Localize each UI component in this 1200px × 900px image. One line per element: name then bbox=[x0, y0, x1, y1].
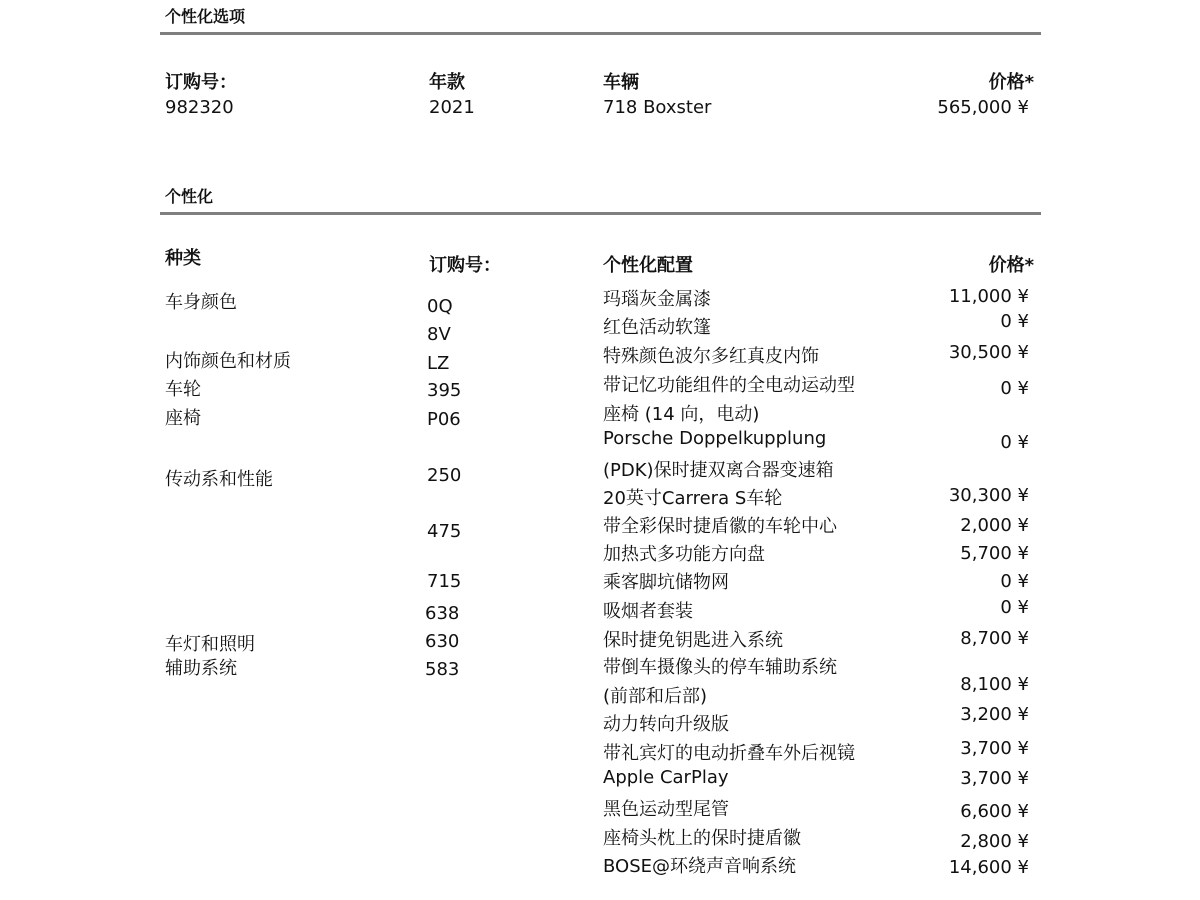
price-value: 2,800 ¥ bbox=[960, 831, 1029, 852]
option-code: 8V bbox=[427, 324, 451, 345]
price-value: 14,600 ¥ bbox=[948, 857, 1029, 878]
category-label: 内饰颜色和材质 bbox=[165, 351, 291, 372]
section-divider bbox=[160, 32, 1041, 35]
price-value: 3,700 ¥ bbox=[960, 738, 1029, 759]
category-label: 车身颜色 bbox=[165, 292, 237, 313]
price-value: 30,500 ¥ bbox=[948, 342, 1029, 363]
config-item: 玛瑙灰金属漆 bbox=[603, 289, 711, 310]
option-code: 630 bbox=[425, 631, 460, 652]
config-item: 红色活动软篷 bbox=[603, 317, 711, 338]
value-order-no: 982320 bbox=[165, 97, 234, 118]
category-label: 车灯和照明 bbox=[165, 634, 255, 655]
price-value: 6,600 ¥ bbox=[960, 801, 1029, 822]
section-title-personalization: 个性化 bbox=[165, 187, 214, 206]
option-code: 0Q bbox=[427, 296, 453, 317]
config-item: 带倒车摄像头的停车辅助系统 bbox=[603, 657, 837, 678]
option-code: 715 bbox=[427, 571, 462, 592]
config-item: 黑色运动型尾管 bbox=[603, 799, 729, 820]
price-value: 3,200 ¥ bbox=[960, 704, 1029, 725]
price-value: 0 ¥ bbox=[1000, 378, 1029, 399]
header-order-no: 订购号： bbox=[165, 72, 237, 93]
header-option-code: 订购号： bbox=[429, 255, 501, 276]
option-code: P06 bbox=[427, 409, 461, 430]
config-item: (PDK)保时捷双离合器变速箱 bbox=[603, 460, 834, 481]
value-vehicle: 718 Boxster bbox=[603, 97, 712, 118]
price-value: 2,000 ¥ bbox=[960, 515, 1029, 536]
config-item: Apple CarPlay bbox=[603, 767, 729, 788]
price-value: 0 ¥ bbox=[1000, 597, 1029, 618]
category-label: 传动系和性能 bbox=[165, 469, 273, 490]
header-vehicle: 车辆 bbox=[603, 72, 639, 93]
option-code: 638 bbox=[425, 603, 460, 624]
config-item: 特殊颜色波尔多红真皮内饰 bbox=[603, 346, 819, 367]
price-value: 0 ¥ bbox=[1000, 432, 1029, 453]
config-item: (前部和后部) bbox=[603, 686, 708, 707]
header-category: 种类 bbox=[165, 248, 201, 269]
header-price: 价格* bbox=[988, 255, 1034, 276]
option-code: 250 bbox=[427, 465, 462, 486]
config-item: 座椅头枕上的保时捷盾徽 bbox=[603, 828, 801, 849]
config-item: 20英寸Carrera S车轮 bbox=[603, 488, 783, 509]
section-title-options: 个性化选项 bbox=[165, 7, 246, 26]
config-item: 带全彩保时捷盾徽的车轮中心 bbox=[603, 516, 837, 537]
price-value: 30,300 ¥ bbox=[948, 485, 1029, 506]
price-value: 0 ¥ bbox=[1000, 571, 1029, 592]
config-item: Porsche Doppelkupplung bbox=[603, 428, 827, 449]
config-item: BOSE@环绕声音响系统 bbox=[603, 856, 796, 877]
config-item: 加热式多功能方向盘 bbox=[603, 544, 765, 565]
header-model-year: 年款 bbox=[429, 72, 465, 93]
option-code: 395 bbox=[427, 380, 462, 401]
config-item: 吸烟者套装 bbox=[603, 601, 693, 622]
header-configuration: 个性化配置 bbox=[603, 255, 693, 276]
config-item: 乘客脚坑储物网 bbox=[603, 572, 729, 593]
section-divider bbox=[160, 212, 1041, 215]
price-value: 3,700 ¥ bbox=[960, 768, 1029, 789]
value-model-year: 2021 bbox=[429, 97, 475, 118]
config-item: 带记忆功能组件的全电动运动型 bbox=[603, 375, 855, 396]
option-code: LZ bbox=[427, 353, 450, 374]
option-code: 583 bbox=[425, 659, 460, 680]
category-label: 车轮 bbox=[165, 379, 201, 400]
header-price: 价格* bbox=[988, 72, 1034, 93]
config-item: 座椅 (14 向，电动) bbox=[603, 404, 760, 425]
config-item: 动力转向升级版 bbox=[603, 714, 729, 735]
config-item: 保时捷免钥匙进入系统 bbox=[603, 630, 783, 651]
price-value: 5,700 ¥ bbox=[960, 543, 1029, 564]
value-price: 565,000 ¥ bbox=[937, 97, 1029, 118]
config-item: 带礼宾灯的电动折叠车外后视镜 bbox=[603, 743, 855, 764]
category-label: 座椅 bbox=[165, 408, 201, 429]
price-value: 8,700 ¥ bbox=[960, 628, 1029, 649]
price-value: 0 ¥ bbox=[1000, 311, 1029, 332]
category-label: 辅助系统 bbox=[165, 658, 237, 679]
price-value: 11,000 ¥ bbox=[948, 286, 1029, 307]
price-value: 8,100 ¥ bbox=[960, 674, 1029, 695]
option-code: 475 bbox=[427, 521, 462, 542]
